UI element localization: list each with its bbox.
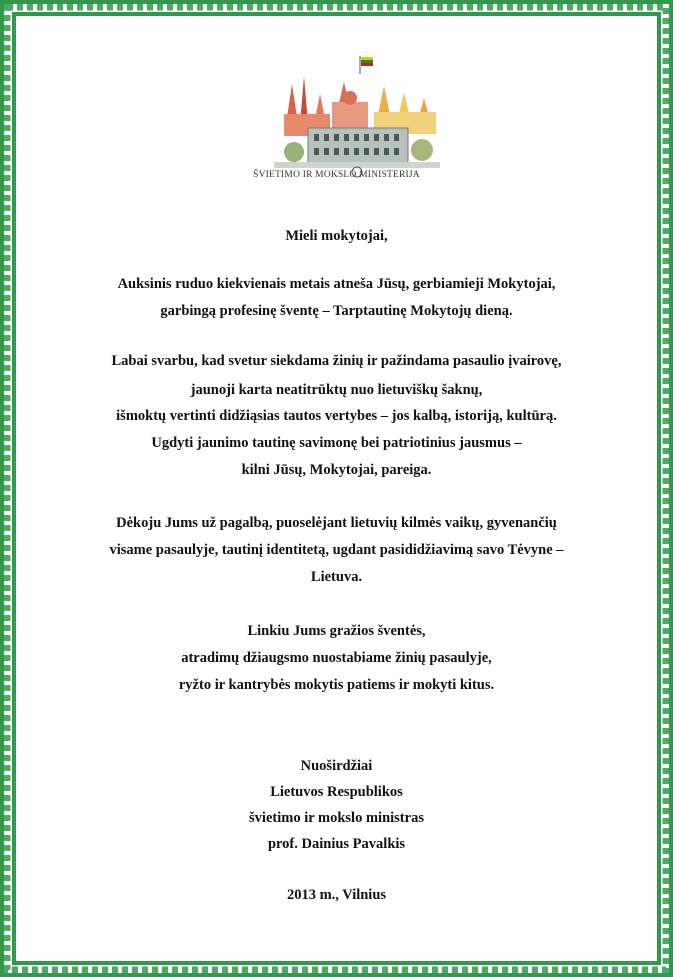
ministry-caption: ŠVIETIMO IR MOKSLO MINISTERIJA [253,170,420,180]
paragraph-line: Linkiu Jums gražios šventės, [247,623,426,639]
paragraph-line: Ugdyti jaunimo tautinę savimonę bei patriotinius jausmus – [151,435,522,451]
paragraph-line: kilni Jūsų, Mokytojai, pareiga. [241,462,432,478]
greeting: Mieli mokytojai, [285,228,388,244]
paragraph-line: Dėkoju Jums už pagalbą, puoselėjant lietuvių kilmės vaikų, gyvenančių [116,515,557,531]
paragraph-line: atradimų džiaugsmo nuostabiame žinių pasaulyje, [181,650,492,666]
ministry-building-emblem-icon [264,54,450,186]
paragraph-line: visame pasaulyje, tautinį identitetą, ugdant pasididžiavimą savo Tėvyne – [109,542,564,558]
signature-line: prof. Dainius Pavalkis [267,836,406,852]
paragraph-line: Auksinis ruduo kiekvienais metais atneša Jūsų, gerbiamieji Mokytojai, [117,276,556,292]
paragraph-line: ryžto ir kantrybės mokytis patiems ir mokyti kitus. [178,677,495,693]
date-place: 2013 m., Vilnius [286,887,387,903]
signature-line: Lietuvos Respublikos [270,784,403,800]
paragraph-line: jaunoji karta neatitrūktų nuo lietuviškų šaknų, [190,382,483,398]
paragraph-line: Labai svarbu, kad svetur siekdama žinių ir pažindama pasaulio įvairovę, [111,353,562,369]
paragraph-line: Lietuva. [310,569,363,585]
signature-line: švietimo ir mokslo ministras [249,810,424,826]
paragraph-line: išmoktų vertinti didžiąsias tautos vertybes – jos kalbą, istoriją, kultūrą. [116,408,557,424]
paragraph-line: garbingą profesinę šventę – Tarptautinę Mokytojų dieną. [160,303,513,319]
signature-line: Nuoširdžiai [300,758,373,774]
